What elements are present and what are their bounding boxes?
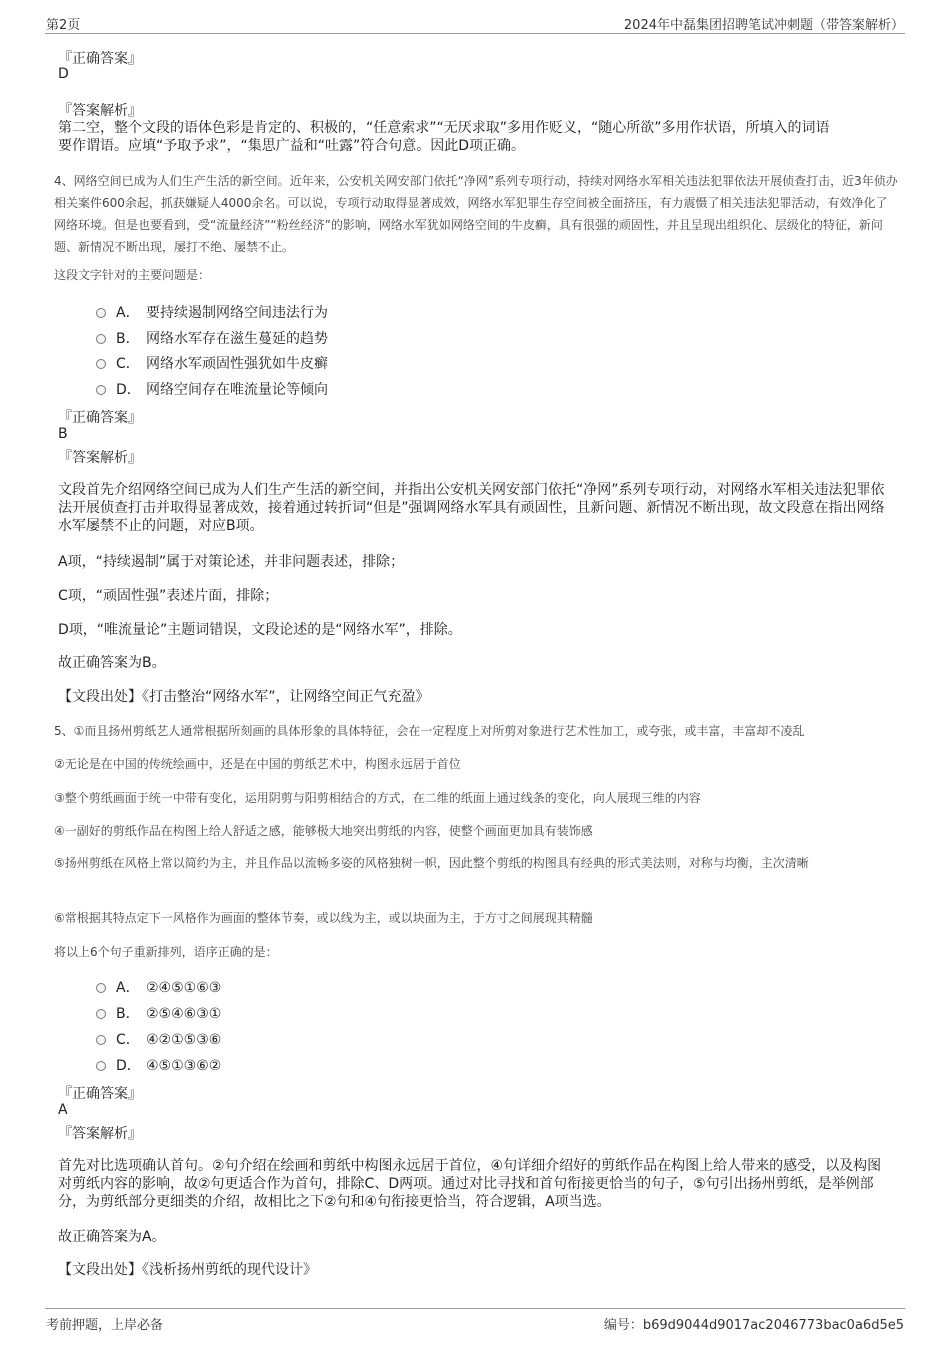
q3-answer-label: 『正确答案』 (58, 51, 142, 67)
q4-answer-label: 『正确答案』 (58, 410, 142, 426)
option-letter: C． (116, 356, 140, 372)
option-text: ②⑤④⑥③① (146, 1006, 222, 1022)
q4-analysis-label: 『答案解析』 (58, 450, 142, 466)
option-letter: C． (116, 1032, 140, 1048)
q4-answer: B (58, 426, 68, 442)
option-letter: A． (116, 980, 140, 996)
q4-source: 【文段出处】《打击整治“网络水军”，让网络空间正气充盈》 (58, 689, 430, 705)
header-divider (45, 33, 905, 34)
footer-divider (45, 1308, 905, 1309)
q5-sentence-1: 5、①而且扬州剪纸艺人通常根据所刻画的具体形象的具体特征，会在一定程度上对所剪对象进行艺术性加工，或夸张，或丰富，丰富却不凌乱 (54, 724, 805, 738)
page-number: 第2页 (46, 18, 81, 33)
q5-option-a[interactable] (96, 977, 221, 997)
q4-option-c[interactable] (96, 353, 328, 373)
q5-analysis: 首先对比选项确认首句。②句介绍在绘画和剪纸中构图永远居于首位，④句详细介绍好的剪纸作品在构图上给人带来的感受，以及构图对剪纸内容的影响，故②句更适合作为首句，排除C、D两项。通过对比寻找和首句衔接更恰当的句子，⑤句引出扬州剪纸，是举例部分，为剪纸部分更细类的介绍，故相比之下②句和④句衔接更恰当，符合逻辑，A项当选。 (58, 1158, 882, 1210)
radio-icon[interactable] (96, 385, 106, 395)
q3-analysis-line-2: 要作谓语。应填“予取予求”，“集思广益和“吐露”符合句意。因此D项正确。 (58, 138, 526, 154)
q4-note-d: D项，“唯流量论”主题词错误，文段论述的是“网络水军”，排除。 (58, 622, 462, 638)
radio-icon[interactable] (96, 983, 106, 993)
q5-conclusion: 故正确答案为A。 (58, 1229, 166, 1245)
q5-answer-label: 『正确答案』 (58, 1086, 142, 1102)
q5-sentence-4: ④一副好的剪纸作品在构图上给人舒适之感，能够极大地突出剪纸的内容，使整个画面更加具有装饰感 (54, 824, 593, 838)
q4-prompt: 这段文字针对的主要问题是： (54, 268, 211, 282)
q5-sentence-3: ③整个剪纸画面于统一中带有变化，运用阴剪与阳剪相结合的方式，在二维的纸面上通过线条的变化，向人展现三维的内容 (54, 791, 701, 805)
footer-slogan: 考前押题，上岸必备 (46, 1318, 164, 1333)
q4-note-a: A项，“持续遏制”属于对策论述，并非问题表述，排除； (58, 554, 405, 570)
q3-analysis-line-1: 第二空，整个文段的语体色彩是肯定的、积极的，“任意索求”“无厌求取”多用作贬义，“随心所欲”多用作状语，所填入的词语 (58, 120, 830, 136)
option-text: 网络水军存在滋生蔓延的趋势 (146, 331, 328, 347)
q4-conclusion: 故正确答案为B。 (58, 655, 166, 671)
option-text: ④②①⑤③⑥ (146, 1032, 222, 1048)
q5-option-d[interactable] (96, 1055, 221, 1075)
option-text: 网络水军顽固性强犹如牛皮癣 (146, 356, 328, 372)
q5-analysis-label: 『答案解析』 (58, 1126, 142, 1142)
radio-icon[interactable] (96, 334, 106, 344)
option-letter: D． (116, 382, 141, 398)
q5-sentence-6: ⑥常根据其特点定下一风格作为画面的整体节奏，或以线为主，或以块面为主，于方寸之间展现其精髓 (54, 911, 593, 925)
q4-question: 4、网络空间已成为人们生产生活的新空间。近年来，公安机关网安部门依托“净网”系列专项行动，持续对网络水军相关违法犯罪依法开展侦查打击，近3年侦办相关案件600余起，抓获嫌疑人4000余名。可以说，专项行动取得显著成效，网络水军犯罪生存空间被全面挤压，有力震慑了相关违法犯罪活动，有效净化了网络环境。但是也要看到，受“流量经济”“粉丝经济”的影响，网络水军犹如网络空间的牛皮癣，具有很强的顽固性，并且呈现出组织化、层级化的特征，新问题、新情况不断出现，屡打不绝、屡禁不止。 (54, 174, 898, 254)
q5-option-c[interactable] (96, 1029, 221, 1049)
radio-icon[interactable] (96, 308, 106, 318)
q5-prompt: 将以上6个句子重新排列，语序正确的是： (54, 945, 278, 959)
option-letter: B． (116, 331, 140, 347)
q5-option-b[interactable] (96, 1003, 221, 1023)
document-id-value: b69d9044d9017ac2046773bac0a6d5e5 (642, 1318, 904, 1333)
document-title: 2024年中磊集团招聘笔试冲刺题（带答案解析） (623, 18, 904, 33)
option-letter: B． (116, 1006, 140, 1022)
q4-option-a[interactable] (96, 302, 328, 322)
radio-icon[interactable] (96, 359, 106, 369)
q3-analysis (58, 119, 903, 155)
q5-answer: A (58, 1102, 68, 1118)
q3-analysis-label: 『答案解析』 (58, 103, 142, 119)
option-letter: D． (116, 1058, 141, 1074)
q3-answer: D (58, 66, 69, 82)
q5-sentence-5: ⑤扬州剪纸在风格上常以简约为主，并且作品以流畅多姿的风格独树一帜，因此整个剪纸的构图具有经典的形式美法则，对称与均衡，主次清晰 (54, 856, 809, 870)
radio-icon[interactable] (96, 1009, 106, 1019)
option-text: ④⑤①③⑥② (146, 1058, 222, 1074)
document-id (604, 1314, 904, 1333)
option-letter: A． (116, 305, 140, 321)
q4-option-b[interactable] (96, 328, 328, 348)
q5-sentence-2: ②无论是在中国的传统绘画中，还是在中国的剪纸艺术中，构图永远居于首位 (54, 757, 461, 771)
option-text: 网络空间存在唯流量论等倾向 (146, 382, 328, 398)
radio-icon[interactable] (96, 1035, 106, 1045)
option-text: 要持续遏制网络空间违法行为 (146, 305, 328, 321)
q4-note-c: C项，“顽固性强”表述片面，排除； (58, 588, 279, 604)
q5-source: 【文段出处】《浅析扬州剪纸的现代设计》 (58, 1262, 317, 1278)
option-text: ②④⑤①⑥③ (146, 980, 222, 996)
q4-option-d[interactable] (96, 379, 328, 399)
document-id-label: 编号： (603, 1318, 643, 1333)
q4-analysis: 文段首先介绍网络空间已成为人们生产生活的新空间，并指出公安机关网安部门依托“净网”系列专项行动，对网络水军相关违法犯罪依法开展侦查打击并取得显著成效，接着通过转折词“但是”强调网络水军具有顽固性，且新问题、新情况不断出现，故文段意在指出网络水军屡禁不止的问题，对应B项。 (58, 482, 885, 534)
radio-icon[interactable] (96, 1061, 106, 1071)
